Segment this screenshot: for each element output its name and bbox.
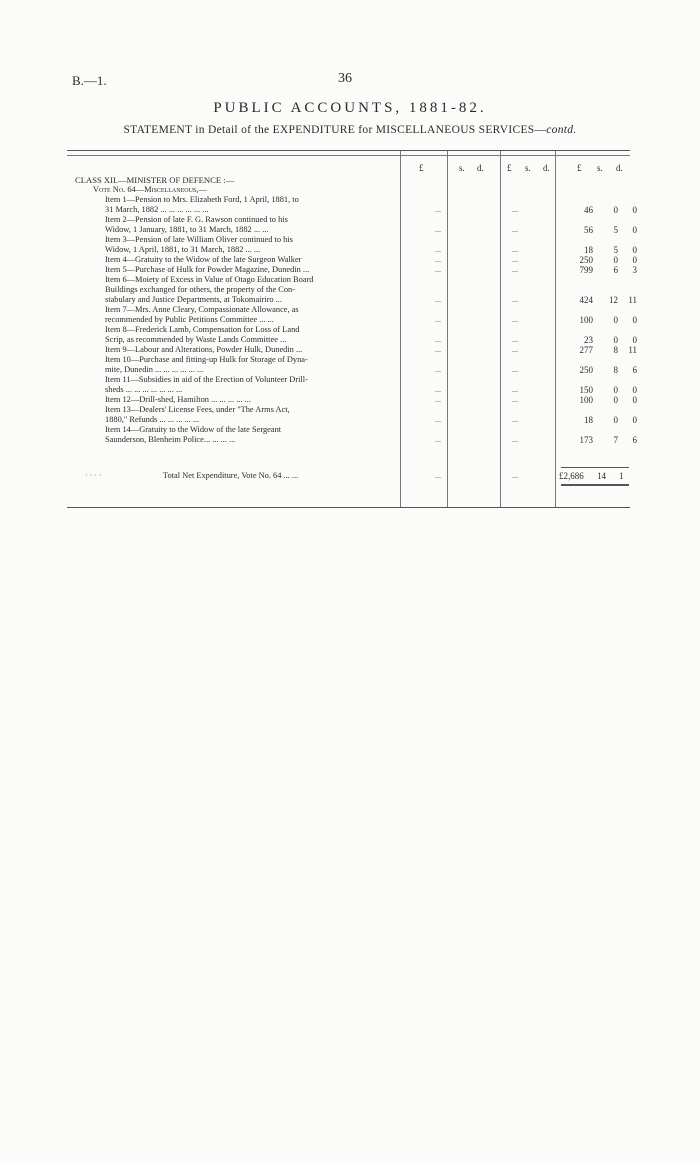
item-pence: 0	[632, 315, 637, 325]
item-pounds: 18	[584, 245, 593, 255]
placeholder-dots: ...	[435, 415, 441, 424]
item-shillings: 7	[613, 435, 618, 445]
placeholder-dots: ...	[512, 245, 518, 254]
placeholder-dots: ...	[512, 255, 518, 264]
placeholder-dots: ...	[435, 245, 441, 254]
item-pounds: 18	[584, 415, 593, 425]
column-divider	[447, 151, 448, 507]
placeholder-dots: ...	[435, 225, 441, 234]
document-subtitle	[0, 124, 700, 136]
item-pounds: 100	[579, 315, 593, 325]
item-pounds: 23	[584, 335, 593, 345]
col1-shillings-header: s.	[459, 163, 465, 173]
item-pence: 0	[632, 225, 637, 235]
column-divider	[400, 151, 401, 507]
item-text-line: Item 5—Purchase of Hulk for Powder Magazine, Dunedin ...	[105, 265, 310, 274]
item-text-line: Item 13—Dealers' License Fees, under "The Arms Act,	[105, 405, 290, 414]
table-top-double-rule	[67, 155, 630, 156]
item-shillings: 0	[613, 315, 618, 325]
item-pounds: 250	[579, 365, 593, 375]
item-shillings: 8	[613, 365, 618, 375]
item-text-line: Saunderson, Blenheim Police... ... ... ...	[105, 435, 236, 444]
col2-shillings-header: s.	[525, 163, 531, 173]
placeholder-dots: ...	[435, 335, 441, 344]
expenditure-table	[67, 150, 637, 508]
leader-mark: · · · ·	[85, 471, 102, 480]
item-pounds: 46	[584, 205, 593, 215]
placeholder-dots: ...	[435, 265, 441, 274]
placeholder-dots: ...	[512, 471, 518, 480]
total-shillings: 14	[597, 471, 606, 481]
col2-pence-header: d.	[543, 163, 550, 173]
item-text-line: sheds ... ... ... ... ... ... ...	[105, 385, 183, 394]
item-shillings: 0	[613, 205, 618, 215]
item-pounds: 150	[579, 385, 593, 395]
column-divider	[555, 151, 556, 507]
item-shillings: 5	[613, 225, 618, 235]
placeholder-dots: ...	[435, 315, 441, 324]
item-shillings: 0	[613, 415, 618, 425]
item-pounds: 277	[579, 345, 593, 355]
item-pounds: 173	[579, 435, 593, 445]
placeholder-dots: ...	[435, 205, 441, 214]
placeholder-dots: ...	[435, 385, 441, 394]
item-text-line: stabulary and Justice Departments, at Tokomairiro ...	[105, 295, 282, 304]
item-text-line: 31 March, 1882 ... ... ... ... ... ...	[105, 205, 209, 214]
item-text-line: Item 8—Frederick Lamb, Compensation for Loss of Land	[105, 325, 300, 334]
item-text-line: Item 10—Purchase and fitting-up Hulk for Storage of Dyna-	[105, 355, 308, 364]
placeholder-dots: ...	[512, 435, 518, 444]
placeholder-dots: ...	[435, 255, 441, 264]
placeholder-dots: ...	[512, 365, 518, 374]
placeholder-dots: ...	[435, 365, 441, 374]
item-text-line: mite, Dunedin ... ... ... ... ... ...	[105, 365, 204, 374]
placeholder-dots: ...	[512, 315, 518, 324]
placeholder-dots: ...	[512, 295, 518, 304]
placeholder-dots: ...	[512, 335, 518, 344]
item-pence: 0	[632, 205, 637, 215]
item-pence: 0	[632, 395, 637, 405]
item-text-line: Item 6—Moiety of Excess in Value of Otago Education Board	[105, 275, 314, 284]
item-pence: 6	[632, 435, 637, 445]
item-text-line: Item 3—Pension of late William Oliver continued to his	[105, 235, 293, 244]
placeholder-dots: ...	[512, 225, 518, 234]
item-pence: 11	[628, 295, 637, 305]
total-pence: 1	[619, 471, 624, 481]
item-shillings: 12	[609, 295, 618, 305]
item-text-line: Item 7—Mrs. Anne Cleary, Compassionate Allowance, as	[105, 305, 299, 314]
placeholder-dots: ...	[512, 395, 518, 404]
col1-pence-header: d.	[477, 163, 484, 173]
col3-pounds-header: £	[577, 163, 582, 173]
item-shillings: 6	[613, 265, 618, 275]
item-text-line: Widow, 1 January, 1881, to 31 March, 1882 ... ...	[105, 225, 269, 234]
item-pence: 0	[632, 255, 637, 265]
item-pence: 6	[632, 365, 637, 375]
placeholder-dots: ...	[512, 415, 518, 424]
total-double-rule	[561, 484, 629, 486]
item-pence: 0	[632, 335, 637, 345]
column-divider	[500, 151, 501, 507]
item-text-line: Item 14—Gratuity to the Widow of the late Sergeant	[105, 425, 282, 434]
item-pounds: 799	[579, 265, 593, 275]
total-rule	[561, 467, 629, 468]
item-pence: 0	[632, 415, 637, 425]
item-text-line: Item 11—Subsidies in aid of the Erection of Volunteer Drill-	[105, 375, 308, 384]
item-pence: 3	[632, 265, 637, 275]
total-label: Total Net Expenditure, Vote No. 64 ... ...	[163, 471, 299, 480]
item-text-line: recommended by Public Petitions Committee ... ...	[105, 315, 274, 324]
total-pounds: £2,686	[559, 471, 584, 481]
document-title: PUBLIC ACCOUNTS, 1881-82.	[213, 100, 487, 116]
item-text-line: Buildings exchanged for others, the property of the Con-	[105, 285, 296, 294]
item-pounds: 56	[584, 225, 593, 235]
item-shillings: 5	[613, 245, 618, 255]
item-text-line: Item 2—Pension of late F. G. Rawson continued to his	[105, 215, 288, 224]
page-reference: B.—1.	[72, 73, 107, 88]
item-pence: 0	[632, 245, 637, 255]
placeholder-dots: ...	[435, 345, 441, 354]
placeholder-dots: ...	[435, 471, 441, 480]
item-pounds: 424	[579, 295, 593, 305]
item-pence: 11	[628, 345, 637, 355]
item-shillings: 0	[613, 255, 618, 265]
item-text-line: 1880," Refunds ... ... ... ... ...	[105, 415, 200, 424]
page-number: 36	[338, 71, 352, 86]
item-shillings: 8	[613, 345, 618, 355]
item-text-line: Item 4—Gratuity to the Widow of the late Surgeon Walker	[105, 255, 302, 264]
item-text-line: Item 1—Pension to Mrs. Elizabeth Ford, 1 April, 1881, to	[105, 195, 299, 204]
col3-shillings-header: s.	[597, 163, 603, 173]
vote-heading: Vote No. 64—Miscellaneous,—	[93, 185, 207, 194]
item-text-line: Widow, 1 April, 1881, to 31 March, 1882 ... ...	[105, 245, 261, 254]
placeholder-dots: ...	[512, 205, 518, 214]
placeholder-dots: ...	[512, 385, 518, 394]
placeholder-dots: ...	[435, 295, 441, 304]
item-pence: 0	[632, 385, 637, 395]
item-text-line: Scrip, as recommended by Waste Lands Committee ...	[105, 335, 287, 344]
item-text-line: Item 12—Drill-shed, Hamilton ... ... ... ... ...	[105, 395, 251, 404]
item-pounds: 100	[579, 395, 593, 405]
col3-pence-header: d.	[616, 163, 623, 173]
item-text-line: Item 9—Labour and Alterations, Powder Hulk, Dunedin ...	[105, 345, 303, 354]
placeholder-dots: ...	[512, 345, 518, 354]
item-shillings: 0	[613, 385, 618, 395]
item-shillings: 0	[613, 335, 618, 345]
subtitle-contd: contd.	[546, 124, 577, 136]
item-shillings: 0	[613, 395, 618, 405]
placeholder-dots: ...	[435, 435, 441, 444]
class-heading: CLASS XII.—MINISTER OF DEFENCE :—	[75, 175, 235, 185]
placeholder-dots: ...	[435, 395, 441, 404]
col1-pounds-header: £	[419, 163, 424, 173]
subtitle-main: STATEMENT in Detail of the EXPENDITURE for MISCELLANEOUS SERVICES—	[123, 124, 547, 136]
item-pounds: 250	[579, 255, 593, 265]
placeholder-dots: ...	[512, 265, 518, 274]
col2-pounds-header: £	[507, 163, 512, 173]
